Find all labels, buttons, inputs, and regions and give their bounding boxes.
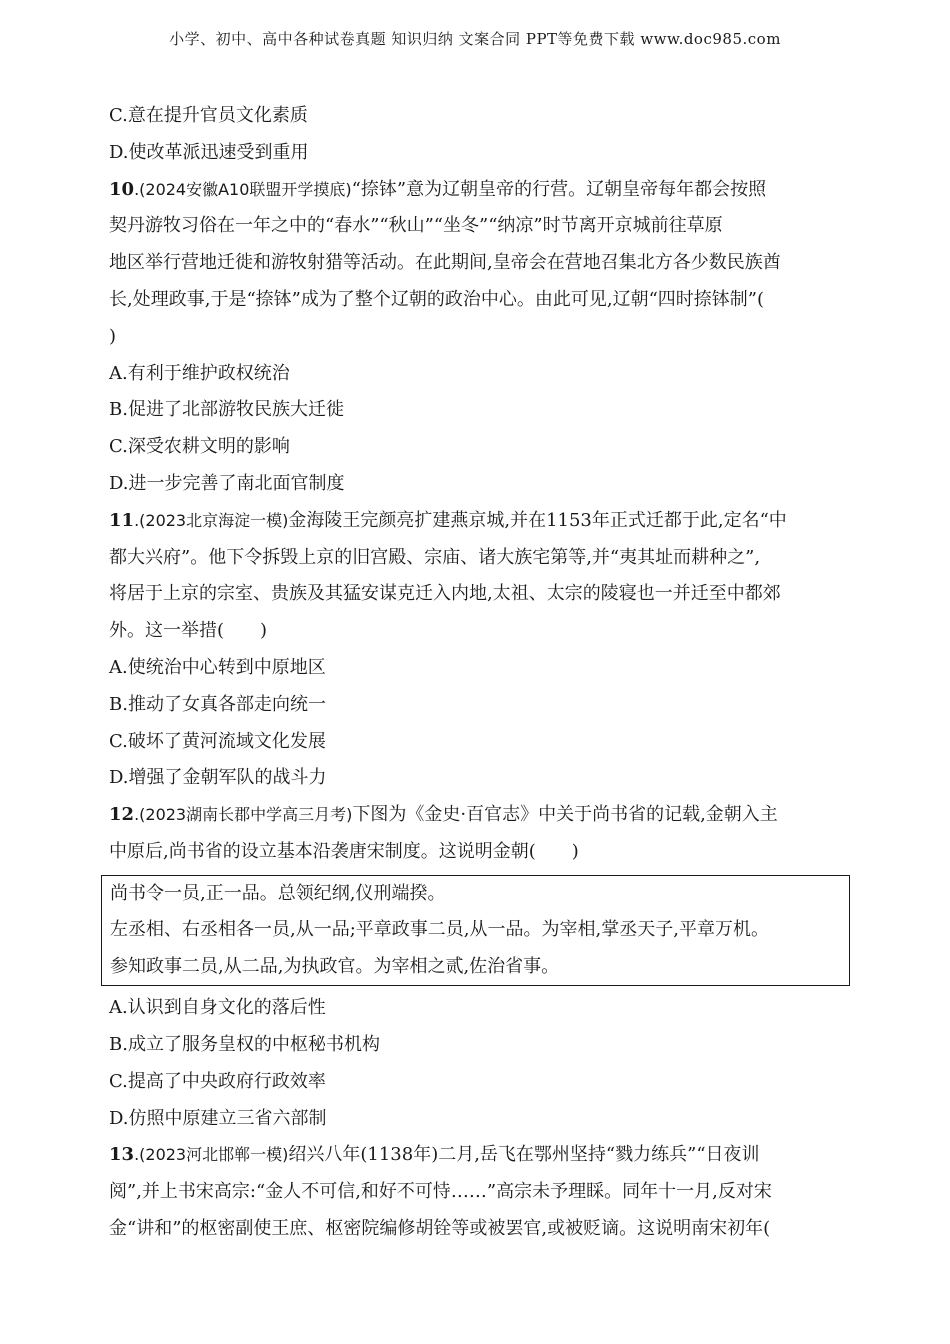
question-source: .(2024安徽A10联盟开学摸底): [134, 179, 352, 199]
stem-text: 中原后,尚书省的设立基本沿袭唐宋制度。这说明金朝( ): [109, 840, 579, 862]
option-a: A.认识到自身文化的落后性: [109, 997, 326, 1019]
question-source: .(2023河北邯郸一模): [134, 1145, 289, 1165]
option-d: D.仿照中原建立三省六部制: [109, 1107, 327, 1129]
stem-text: 金“讲和”的枢密副使王庶、枢密院编修胡铨等或被罢官,或被贬谪。这说明南宋初年(: [109, 1218, 771, 1240]
quote-line: 参知政事二员,从二品,为执政官。为宰相之贰,佐治省事。: [110, 955, 560, 977]
quote-line: 尚书令一员,正一品。总领纪纲,仪刑端揆。: [110, 882, 446, 904]
document-body: [109, 98, 849, 1248]
stem-text: 将居于上京的宗室、贵族及其猛安谋克迁入内地,太祖、太宗的陵寝也一并迁至中都郊: [109, 583, 781, 605]
stem-text: 绍兴八年(1138年)二月,岳飞在鄂州坚持“戮力练兵”“日夜训: [288, 1144, 760, 1166]
page-header: 小学、初中、高中各种试卷真题 知识归纳 文案合同 PPT等免费下载 www.doc985.com: [169, 30, 781, 48]
question-source: .(2023北京海淀一模): [134, 510, 289, 530]
option-d: D.增强了金朝军队的战斗力: [109, 767, 327, 789]
stem-text: 长,处理政事,于是“捺钵”成为了整个辽朝的政治中心。由此可见,辽朝“四时捺钵制”(: [109, 288, 764, 310]
question-11-stem-line: [109, 503, 849, 540]
question-11: [109, 503, 849, 797]
q9-option-d: D.使改革派迅速受到重用: [109, 141, 309, 163]
question-12: [109, 797, 849, 1137]
question-10: [109, 172, 849, 503]
question-number: 12: [109, 804, 135, 826]
stem-text: 外。这一举措( ): [109, 620, 268, 642]
option-b: B.成立了服务皇权的中枢秘书机构: [109, 1034, 380, 1056]
option-a: A.使统治中心转到中原地区: [109, 656, 326, 678]
stem-text: 都大兴府”。他下令拆毁上京的旧宫殿、宗庙、诸大族宅第等,并“夷其址而耕种之”,: [109, 546, 761, 568]
question-source: .(2023湖南长郡中学高三月考): [134, 805, 353, 825]
question-12-stem-line: [109, 797, 849, 834]
quote-line: 左丞相、右丞相各一员,从一品;平章政事二员,从一品。为宰相,掌丞天子,平章万机。: [110, 919, 769, 941]
option-c: C.深受农耕文明的影响: [109, 436, 290, 458]
source-quote-box: [101, 875, 850, 987]
option-c: C.破坏了黄河流域文化发展: [109, 730, 326, 752]
question-number: 11: [109, 509, 135, 531]
stem-text: 契丹游牧习俗在一年之中的“春水”“秋山”“坐冬”“纳凉”时节离开京城前往草原: [109, 215, 723, 237]
stem-text: 地区举行营地迁徙和游牧射猎等活动。在此期间,皇帝会在营地召集北方各少数民族酋: [109, 252, 781, 274]
question-number: 13: [109, 1144, 135, 1166]
question-13-stem-line: [109, 1137, 849, 1174]
option-b: B.推动了女真各部走向统一: [109, 693, 326, 715]
question-number: 10: [109, 178, 135, 200]
stem-text: 阅”,并上书宋高宗:“金人不可信,和好不可恃……”高宗未予理睬。同年十一月,反对宋: [109, 1181, 772, 1203]
stem-text: ): [109, 325, 117, 347]
stem-text: “捺钵”意为辽朝皇帝的行营。辽朝皇帝每年都会按照: [351, 178, 767, 200]
q9-option-c: C.意在提升官员文化素质: [109, 105, 308, 126]
option-b: B.促进了北部游牧民族大迁徙: [109, 399, 344, 421]
stem-text: 下图为《金史·百官志》中关于尚书省的记载,金朝入主: [352, 804, 778, 826]
question-13: [109, 1137, 849, 1247]
option-d: D.进一步完善了南北面官制度: [109, 472, 345, 494]
option-c: C.提高了中央政府行政效率: [109, 1070, 326, 1092]
option-a: A.有利于维护政权统治: [109, 362, 290, 384]
stem-text: 金海陵王完颜亮扩建燕京城,并在1153年正式迁都于此,定名“中: [288, 509, 787, 531]
question-10-stem-line: [109, 172, 849, 209]
